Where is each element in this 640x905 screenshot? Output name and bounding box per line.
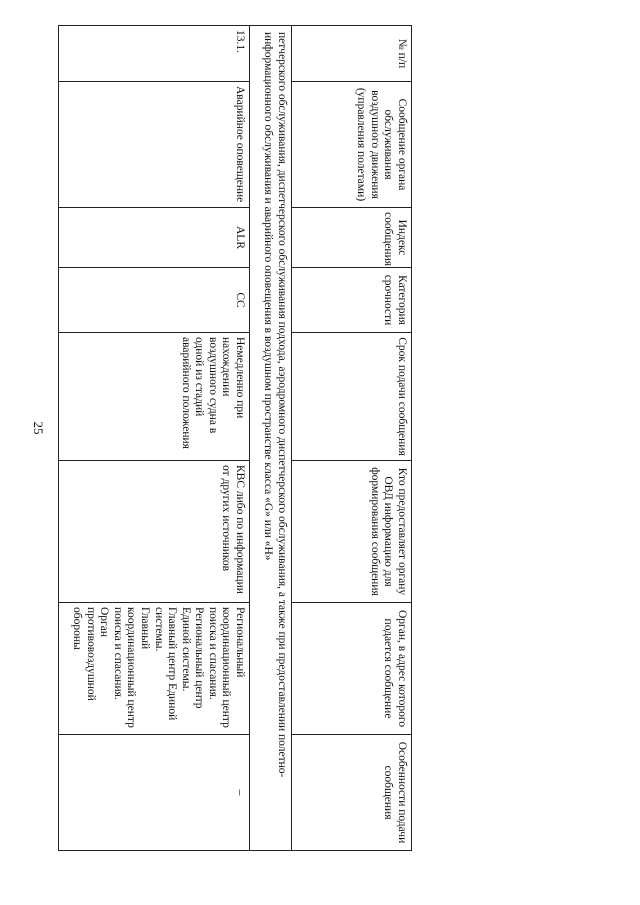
addressee-item: Региональный координационный центр поиска и спасания. <box>206 607 246 728</box>
rotated-table-container <box>58 25 412 850</box>
row-index: ALR <box>59 208 250 268</box>
addressee-item: Орган противовоздушной обороны <box>71 607 111 701</box>
addressee-item: Главный координационный центр поиска и спасания. <box>111 607 152 728</box>
row-addressee <box>59 603 250 735</box>
header-num: № п/п <box>292 26 412 82</box>
addressee-item: Главный центр Единой системы. <box>152 607 179 721</box>
header-index: Индекс сообщения <box>292 208 412 268</box>
row-category: СС <box>59 268 250 333</box>
header-message: Сообщение органа обслуживания воздушного движения (управления полетами) <box>292 82 412 208</box>
header-addressee: Орган, в адрес которого подается сообщение <box>292 603 412 735</box>
row-term: Немедленно при нахождении воздушного судна в одной из стадий аварийного положения <box>59 333 250 461</box>
row-num: 13.1. <box>59 26 250 82</box>
header-provider: Кто предоставляет органу ОВД информацию для формирования сообщения <box>292 461 412 603</box>
header-row <box>292 26 412 851</box>
header-category: Категория срочности <box>292 268 412 333</box>
table-row <box>59 26 250 851</box>
message-table <box>58 25 412 851</box>
header-term: Срок подачи сообщения <box>292 333 412 461</box>
row-message: Аварийное оповещение <box>59 82 250 208</box>
row-features: – <box>59 735 250 851</box>
row-provider: КВС либо по информации от других источников <box>59 461 250 603</box>
addressee-item: Региональный центр Единой системы. <box>179 607 206 709</box>
page-number: 25 <box>31 421 46 435</box>
note-row <box>250 26 292 851</box>
note-cell: петчерского обслуживания, диспетчерского обслуживания подхода, аэродромного диспетчерского обслуживания, а также при предоставлении полетно-информационного обслуживания и аварийного оповещения в воздушном пространстве класса «G» или «H» <box>250 26 292 851</box>
header-features: Особенности подачи сообщения <box>292 735 412 851</box>
